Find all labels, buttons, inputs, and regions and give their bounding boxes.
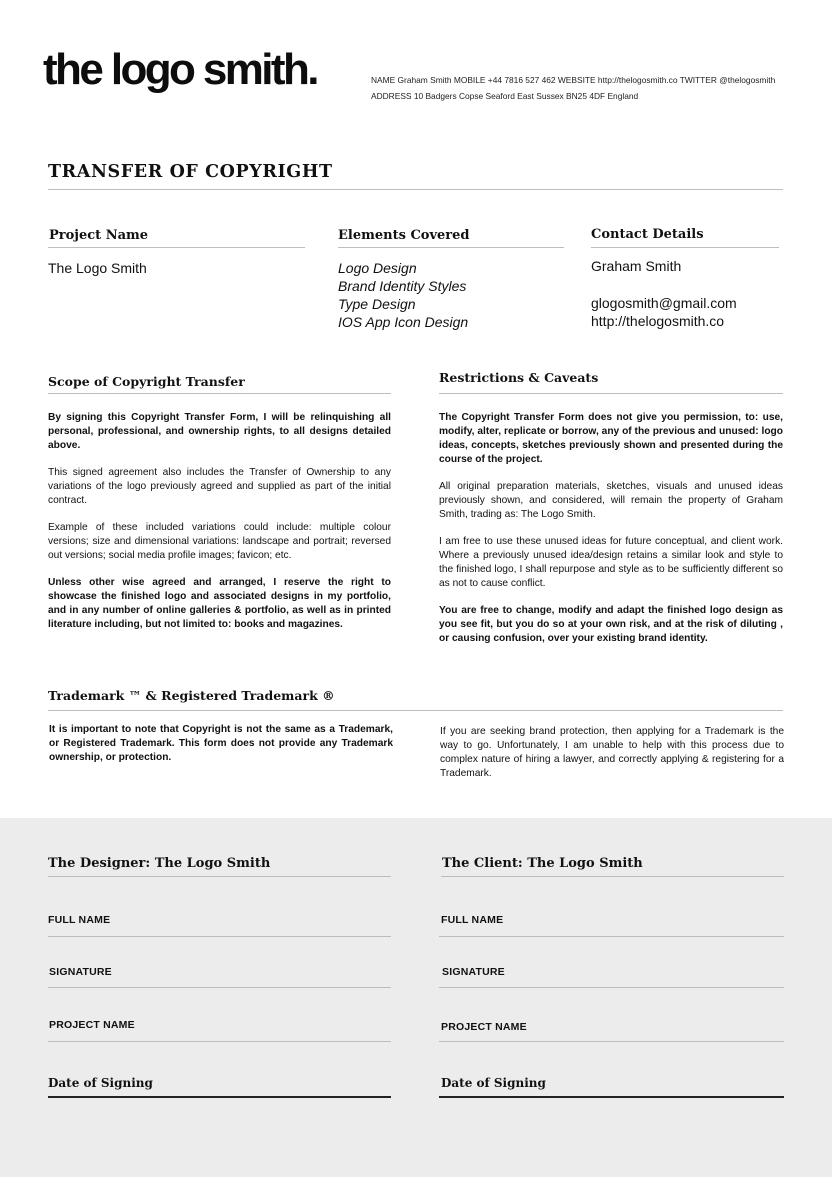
signature-panel [0,818,832,1177]
designer-full-name-field[interactable] [48,936,391,937]
element-item: Type Design [338,296,416,312]
client-heading-divider [441,876,784,877]
scope-heading: Scope of Copyright Transfer [48,374,245,389]
scope-paragraph: By signing this Copyright Transfer Form, I will be relinquishing all personal, professional, and ownership rights, to all designs detailed above. [48,412,391,451]
contact-details-heading: Contact Details [591,227,704,242]
project-name-heading: Project Name [49,228,149,243]
restrictions-paragraph: You are free to change, modify and adapt the finished logo design as you see fit, but you do so at your own risk, and at the risk of diluting , or causing confusion, over your existing brand identity. [439,605,783,644]
header-address-line: ADDRESS 10 Badgers Copse Seaford East Sussex BN25 4DF England [371,91,639,101]
scope-divider [48,393,391,394]
client-full-name-label: FULL NAME [441,914,504,926]
trademark-right-text: If you are seeking brand protection, then applying for a Trademark is the way to go. Unfortunately, I am unable to help with this process due to complex nature of hiring a lawyer, and correctly applying & registering for a Trademark. [440,726,784,779]
contact-divider [591,247,779,248]
designer-date-field[interactable] [48,1096,391,1098]
client-heading: The Client: The Logo Smith [442,856,643,871]
restrictions-paragraph: All original preparation materials, sketches, visuals and unused ideas previously shown, and considered, will remain the property of Graham Smith, trading as: The Logo Smith. [439,481,783,520]
restrictions-body [439,411,783,659]
contact-email: glogosmith@gmail.com [591,295,737,311]
designer-date-label: Date of Signing [48,1076,153,1090]
designer-full-name-label: FULL NAME [48,914,111,926]
designer-project-name-field[interactable] [48,1041,391,1042]
title-divider [48,189,783,190]
client-signature-field[interactable] [439,987,784,988]
brand-logo: the logo smith. [43,45,317,94]
designer-heading-divider [48,876,391,877]
client-project-name-label: PROJECT NAME [441,1021,527,1033]
client-date-field[interactable] [439,1096,784,1098]
designer-project-name-label: PROJECT NAME [49,1019,135,1031]
scope-paragraph: Unless other wise agreed and arranged, I reserve the right to showcase the finished logo and associated designs in my portfolio, and in any number of online galleries & portfolio, as well as in printed literature including, but not limited to: books and magazines. [48,577,391,630]
element-item: Brand Identity Styles [338,278,467,294]
document-title: TRANSFER OF COPYRIGHT [48,162,333,182]
trademark-divider [48,710,783,711]
element-item: Logo Design [338,260,417,276]
designer-heading: The Designer: The Logo Smith [48,856,271,871]
trademark-left-text: It is important to note that Copyright is not the same as a Trademark, or Registered Trademark. This form does not provide any Trademark ownership, or protection. [49,724,393,763]
element-item: IOS App Icon Design [338,314,469,330]
contact-name: Graham Smith [591,258,682,274]
restrictions-heading: Restrictions & Caveats [439,370,599,385]
restrictions-paragraph: I am free to use these unused ideas for future conceptual, and client work. Where a previously unused idea/design retains a similar look and style to the finished logo, I shall repurpose and style as to be sufficiently different so as not to cause conflict. [439,536,783,589]
designer-signature-label: SIGNATURE [49,966,112,978]
scope-paragraph: Example of these included variations could include: multiple colour versions; size and dimensional variations: landscape and portrait; reversed out versions; social media profile images; favicon; etc. [48,522,391,561]
restrictions-paragraph: The Copyright Transfer Form does not give you permission, to: use, modify, alter, replicate or borrow, any of the previous and unused: logo ideas, concepts, sketches previously shown and presented during the course of the project. [439,412,783,465]
elements-list [338,259,468,331]
trademark-heading: Trademark ™ & Registered Trademark ® [48,688,335,703]
contact-website: http://thelogosmith.co [591,313,725,329]
client-project-name-field[interactable] [439,1041,784,1042]
client-full-name-field[interactable] [439,936,784,937]
project-divider [48,247,305,248]
client-date-label: Date of Signing [441,1076,546,1090]
scope-paragraph: This signed agreement also includes the Transfer of Ownership to any variations of the logo previously agreed and supplied as part of the initial contract. [48,467,391,506]
header-contact-line: NAME Graham Smith MOBILE +44 7816 527 462 WEBSITE http://thelogosmith.co TWITTER @thelogosmith [371,75,776,85]
elements-divider [338,247,564,248]
elements-covered-heading: Elements Covered [338,228,470,243]
project-name-value: The Logo Smith [48,260,147,276]
client-signature-label: SIGNATURE [442,966,505,978]
scope-body [48,411,391,645]
restrictions-divider [439,393,783,394]
designer-signature-field[interactable] [48,987,391,988]
